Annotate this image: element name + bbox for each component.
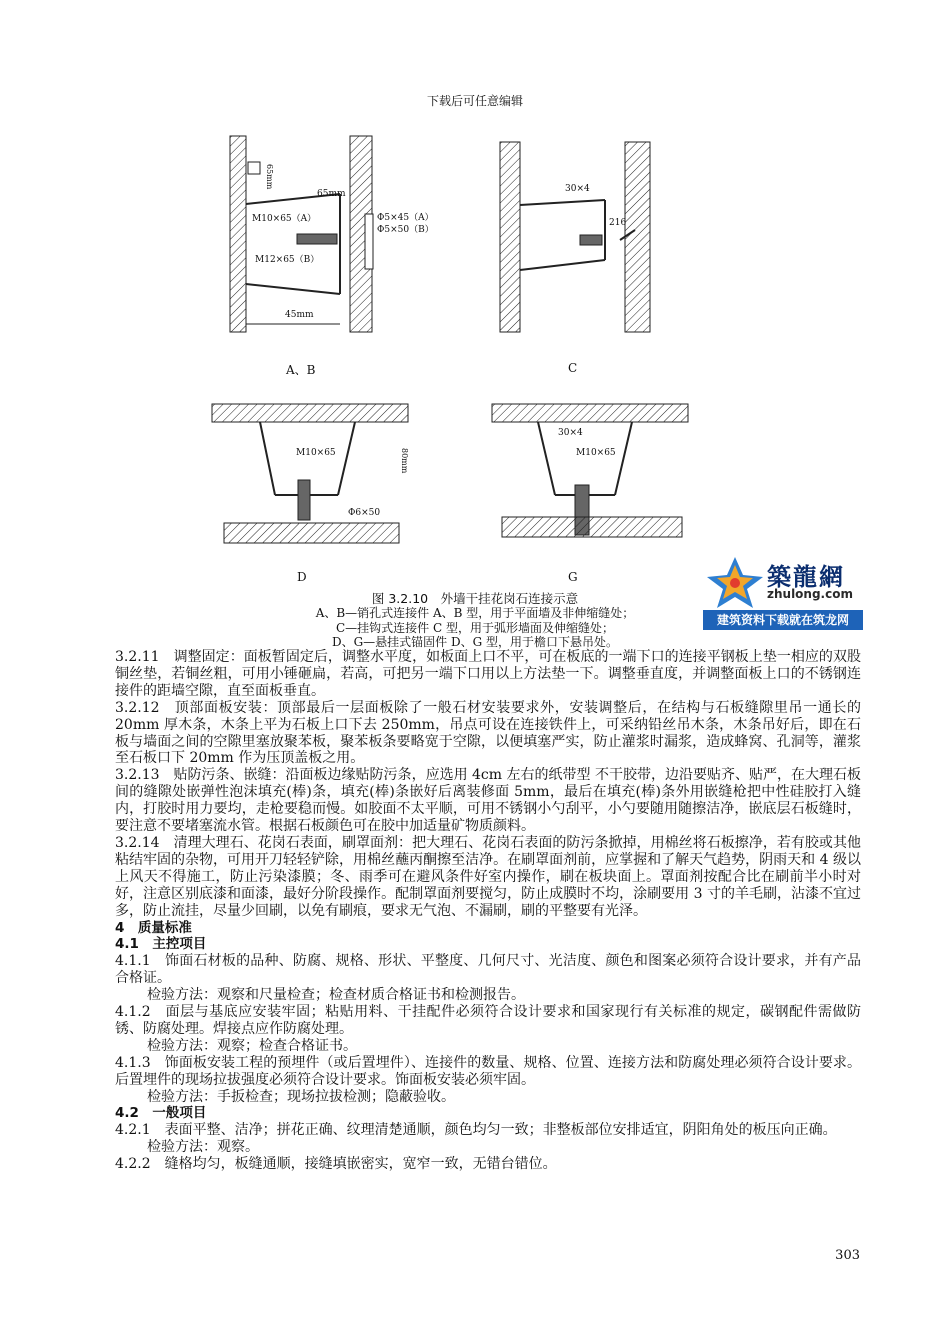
figure-caption-title: 图 3.2.10 外墙干挂花岗石连接示意	[371, 591, 579, 606]
logo-name: 築龍網	[767, 563, 845, 591]
method-4-1-3: 检验方法：手扳检查；现场拉拔检测；隐蔽验收。	[147, 1088, 455, 1105]
dim-216: 216	[609, 218, 627, 228]
para-3-2-13: 3.2.13 贴防污条、嵌缝：沿面板边缘贴防污条，应选用 4cm 左右的纸带型 不干胶带，边沿要贴齐、贴严，在大理石板间的缝隙处嵌弹性泡沫填充(棒)条，填充(棒)条嵌好后离装修面 5mm，最后在填充(棒)条外用嵌缝枪把中性硅胶打入缝内，打胶时用力要均，走枪要稳而慢。如胶面不太平顺，可用不锈钢小勺刮平，小勺要随用随擦洁净，嵌底层石板缝时，要注意不要堵塞流水管。根据石板颜色可在胶中加适量矿物质颜料。	[115, 767, 861, 835]
dim-30x4: 30×4	[565, 184, 590, 194]
page-number: 303	[835, 1248, 860, 1263]
heading-4-1: 4.1 主控项目	[115, 936, 207, 953]
dim-45: 45mm	[285, 310, 314, 320]
dim-80mm: 80mm	[400, 448, 409, 474]
figure-g-label: G	[568, 570, 578, 584]
method-4-2-1: 检验方法：观察。	[147, 1139, 259, 1156]
figure-ab	[225, 134, 434, 334]
label-phi-a: Φ5×45（A）	[377, 213, 434, 223]
caption-line-2: C—挂钩式连接件 C 型，用于弧形墙面及伸缩缝处；	[336, 621, 614, 635]
figure-ab-label: A、B	[286, 363, 316, 377]
logo-slogan: 建筑资料下载就在筑龙网	[703, 610, 863, 630]
body-text	[115, 649, 861, 1173]
figure-g-drawing	[490, 400, 690, 550]
para-4-2-2: 4.2.2 缝格均匀，板缝通顺，接缝填嵌密实，宽窄一致，无错台错位。	[115, 1156, 557, 1173]
label-m10: M10×65（A）	[252, 214, 317, 224]
para-3-2-14: 3.2.14 清理大理石、花岗石表面，刷罩面剂：把大理石、花岗石表面的防污条掀掉，用棉丝将石板擦净，若有胶或其他粘结牢固的杂物，可用开刀轻轻铲除，用棉丝蘸丙酮擦至洁净。在刷罩面剂前，应掌握和了解天气趋势，阴雨天和 4 级以上风天不得施工，防止污染漆膜；冬、雨季可在避风条件好室内操作，刷在板块面上。罩面剂按配合比在刷前半小时对好，注意区别底漆和面漆，最好分阶段操作。配制罩面剂要搅匀，防止成膜时不均，涂刷要用 3 寸的羊毛刷，沾漆不宜过多，防止流挂，尽量少回刷，以免有刷痕，要求无气泡、不漏刷，刷的平整要有光泽。	[115, 834, 861, 919]
figure-c-label: C	[568, 361, 578, 375]
label-g-m10: M10×65	[576, 448, 616, 458]
para-4-1-3: 4.1.3 饰面板安装工程的预埋件（或后置埋件）、连接件的数量、规格、位置、连接方法和防腐处理必须符合设计要求。后置埋件的现场拉拔强度必须符合设计要求。饰面板安装必须牢固。	[115, 1054, 861, 1088]
caption-line-1: A、B—销孔式连接件 A、B 型，用于平面墙及非伸缩缝处；	[315, 606, 635, 620]
para-4-2-1: 4.2.1 表面平整、洁净；拼花正确、纹理清楚通顺，颜色均匀一致；非整板部位安排适宜，阴阳角处的板压向正确。	[115, 1122, 837, 1139]
para-3-2-11: 3.2.11 调整固定：面板暂固定后，调整水平度，如板面上口不平，可在板底的一端下口的连接平钢板上垫一相应的双股铜丝垫，若铜丝粗，可用小锤砸扁，若高，可把另一端下口用以上方法垫一下。调整垂直度，并调整面板上口的不锈钢连接件的距墙空隙，直至面板垂直。	[115, 649, 861, 699]
dim-65-top: 65mm	[265, 164, 274, 190]
para-4-1-2: 4.1.2 面层与基底应安装牢固；粘贴用料、干挂配件必须符合设计要求和国家现行有关标准的规定，碳钢配件需做防锈、防腐处理。焊接点应作防腐处理。	[115, 1004, 861, 1037]
figure-d	[210, 400, 410, 550]
label-phi-6x50: Φ6×50	[348, 508, 381, 518]
para-4-1-1: 4.1.1 饰面石材板的品种、防腐、规格、形状、平整度、几何尺寸、光洁度、颜色和图案必须符合设计要求，并有产品合格证。	[115, 953, 861, 987]
label-d-m10: M10×65	[296, 448, 336, 458]
figure-c	[495, 140, 655, 335]
figure-c-drawing	[495, 140, 655, 335]
heading-4: 4 质量标准	[115, 919, 192, 936]
figure-d-drawing	[210, 400, 410, 550]
logo-url: zhulong.com	[767, 587, 853, 601]
dim-65: 65mm	[317, 189, 346, 199]
label-g-30x4: 30×4	[558, 428, 583, 438]
method-4-1-1: 检验方法：观察和尺量检查；检查材质合格证书和检测报告。	[147, 987, 525, 1004]
figure-g	[490, 400, 690, 550]
method-4-1-2: 检验方法：观察；检查合格证书。	[147, 1037, 357, 1054]
label-m12: M12×65（B）	[255, 255, 320, 265]
para-3-2-12: 3.2.12 顶部面板安装：顶部最后一层面板除了一般石材安装要求外，安装调整后，在结构与石板缝隙里吊一通长的 20mm 厚木条，木条上平为石板上口下去 250mm，吊点可设在连接铁件上，可采纳铅丝吊木条，木条吊好后，即在石板与墙面之间的空隙里塞放聚苯板，聚苯板条要略宽于空隙，以便填塞严实，防止灌浆时漏浆，造成蜂窝、孔洞等，灌浆至石板口下 20mm 作为压顶盖板之用。	[115, 699, 861, 767]
heading-4-2: 4.2 一般项目	[115, 1105, 207, 1122]
figure-d-label: D	[297, 570, 307, 584]
caption-line-3: D、G—悬挂式锚固件 D、G 型，用于檐口下悬吊处。	[331, 635, 619, 649]
label-phi-b: Φ5×50（B）	[377, 225, 434, 235]
page-header: 下载后可任意编辑	[426, 94, 523, 108]
